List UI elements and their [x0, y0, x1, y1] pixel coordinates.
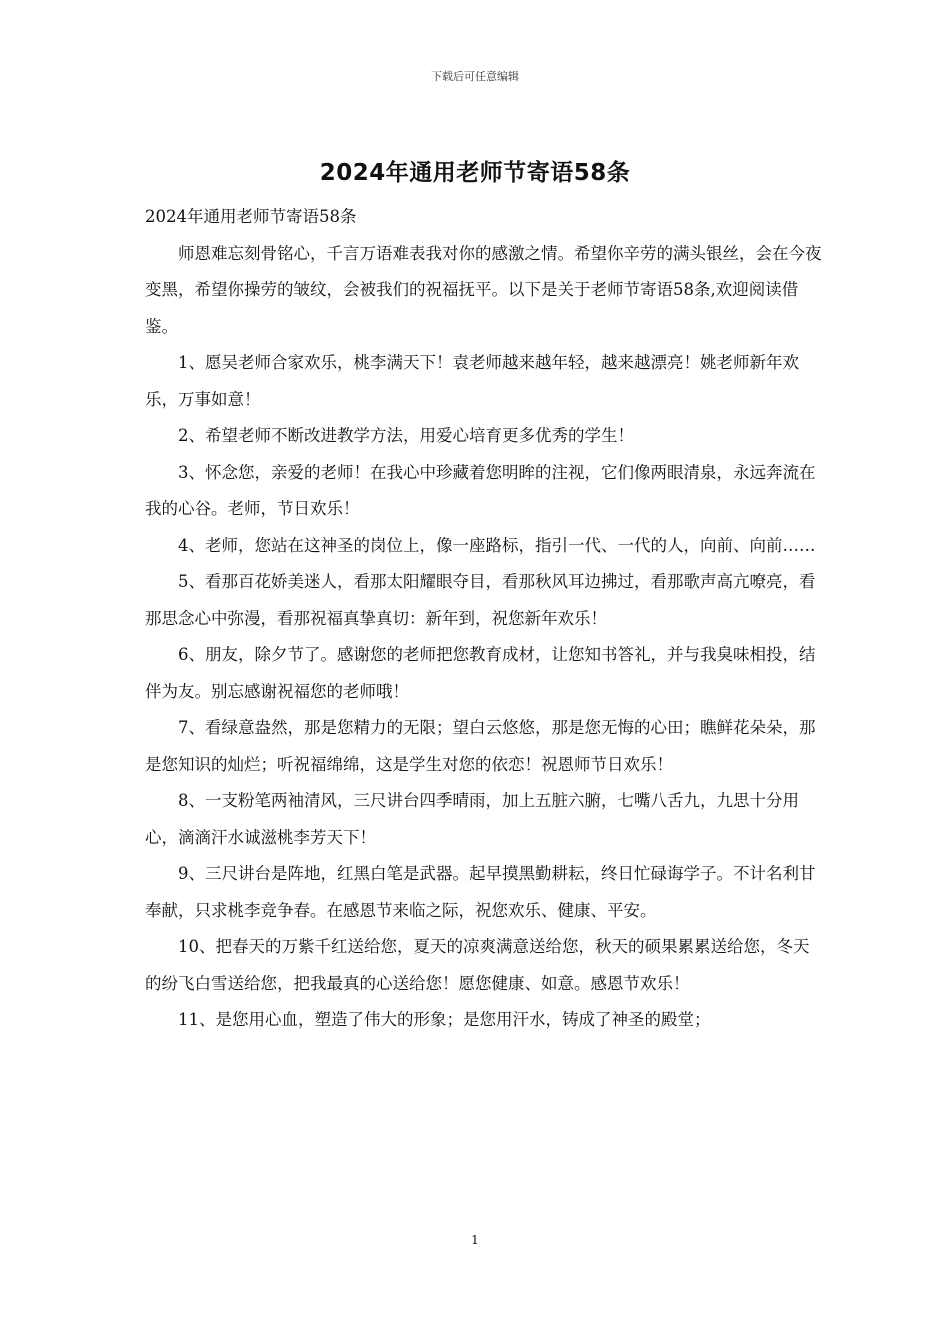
paragraph-item-3: 3、怀念您，亲爱的老师！在我心中珍藏着您明眸的注视，它们像两眼清泉，永远奔流在我的心谷。老师，节日欢乐！ — [145, 462, 816, 518]
page-header: 下载后可任意编辑 — [431, 70, 519, 83]
paragraph-item-1: 1、愿吴老师合家欢乐，桃李满天下！袁老师越来越年轻，越来越漂亮！姚老师新年欢乐，万事如意！ — [145, 353, 799, 409]
page-number: 1 — [471, 1233, 479, 1247]
paragraph-item-4: 4、老师，您站在这神圣的岗位上，像一座路标，指引一代、一代的人，向前、向前…… — [178, 535, 816, 555]
paragraph-item-11: 11、是您用心血，塑造了伟大的形象；是您用汗水，铸成了神圣的殿堂； — [178, 1010, 711, 1029]
paragraph-item-6: 6、朋友，除夕节了。感谢您的老师把您教育成材，让您知书答礼，并与我臭味相投，结伴为友。别忘感谢祝福您的老师哦！ — [145, 645, 816, 701]
document-title: 2024年通用老师节寄语58条 — [319, 160, 631, 186]
paragraph-item-8: 8、一支粉笔两袖清风，三尺讲台四季晴雨，加上五脏六腑，七嘴八舌九，九思十分用心，滴滴汗水诚滋桃李芳天下！ — [145, 791, 799, 847]
paragraph-intro: 师恩难忘刻骨铭心，千言万语难表我对你的感激之情。希望你辛劳的满头银丝，会在今夜变黑，希望你操劳的皱纹，会被我们的祝福抚平。以下是关于老师节寄语58条,欢迎阅读借鉴。 — [145, 243, 822, 336]
paragraph-item-9: 9、三尺讲台是阵地，红黑白笔是武器。起早摸黑勤耕耘，终日忙碌诲学子。不计名利甘奉献，只求桃李竞争春。在感恩节来临之际，祝您欢乐、健康、平安。 — [145, 864, 816, 920]
document-subtitle: 2024年通用老师节寄语58条 — [145, 207, 357, 226]
document-body — [145, 199, 823, 1039]
paragraph-item-10: 10、把春天的万紫千红送给您，夏天的凉爽满意送给您，秋天的硕果累累送给您，冬天的纷飞白雪送给您，把我最真的心送给您！愿您健康、如意。感恩节欢乐！ — [145, 937, 810, 993]
paragraph-item-7: 7、看绿意盎然，那是您精力的无限；望白云悠悠，那是您无悔的心田；瞧鲜花朵朵，那是您知识的灿烂；听祝福绵绵，这是学生对您的依恋！祝恩师节日欢乐！ — [145, 718, 816, 774]
paragraph-item-2: 2、希望老师不断改进教学方法，用爱心培育更多优秀的学生！ — [178, 426, 634, 445]
paragraph-item-5: 5、看那百花娇美迷人，看那太阳耀眼夺目，看那秋风耳边拂过，看那歌声高亢嘹亮，看那思念心中弥漫，看那祝福真挚真切：新年到，祝您新年欢乐！ — [145, 572, 816, 628]
